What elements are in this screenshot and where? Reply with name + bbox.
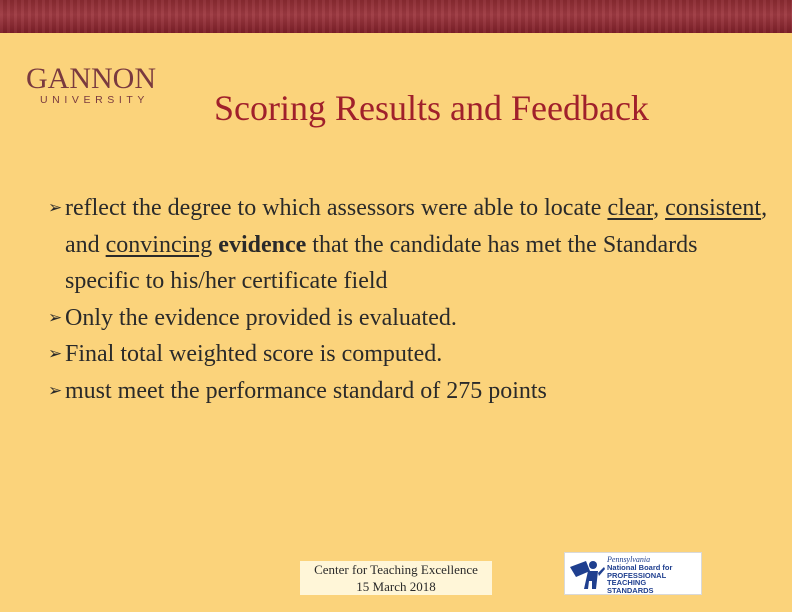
bullet-text: evidence (218, 231, 307, 258)
bullet-item (48, 190, 778, 300)
bullet-text: , and (65, 195, 768, 258)
bullet-text: Only the evidence provided is evaluated. (65, 304, 457, 331)
bullet-text: convincing (105, 231, 213, 258)
teacher-figure-icon (568, 557, 606, 593)
gannon-university-logo (26, 64, 166, 114)
footer-line-2: 15 March 2018 (356, 579, 436, 594)
bullet-text: clear (607, 195, 654, 221)
pnbpts-logo (564, 552, 702, 595)
bullet-text: that the candidate has met the Standards specific to his/her certificate field (65, 231, 698, 294)
pnbpts-line-4: STANDARDS (607, 585, 654, 595)
bullet-item (48, 373, 778, 410)
bullet-item (48, 336, 778, 373)
arrow-bullet-icon: ➢ (48, 344, 63, 364)
pnbpts-line-1: National Board for (607, 563, 673, 572)
bullet-text: consistent (665, 195, 762, 221)
arrow-bullet-icon: ➢ (48, 307, 63, 328)
top-banner (0, 0, 792, 33)
logo-subtitle: UNIVERSITY (40, 94, 150, 106)
bullet-text: must meet the performance standard of 275 points (65, 377, 547, 404)
bullet-text: , (653, 195, 666, 221)
footer-text (300, 561, 492, 595)
bullet-text: Final total weighted score is computed. (65, 341, 443, 367)
pnbpts-line-3: TEACHING (607, 578, 647, 588)
bullet-list (48, 190, 778, 409)
logo-name: GANNON (26, 62, 156, 95)
bullet-text: reflect the degree to which assessors were able to locate (65, 195, 608, 221)
slide-title: Scoring Results and Feedback (214, 88, 649, 128)
pnbpts-script: Pennsylvania (607, 555, 651, 564)
bullet-item (48, 300, 778, 337)
arrow-bullet-icon: ➢ (48, 198, 63, 218)
pnbpts-text (607, 556, 701, 594)
pnbpts-line-2: PROFESSIONAL (607, 570, 667, 580)
footer-line-1: Center for Teaching Excellence (314, 562, 478, 577)
arrow-bullet-icon: ➢ (48, 380, 63, 401)
